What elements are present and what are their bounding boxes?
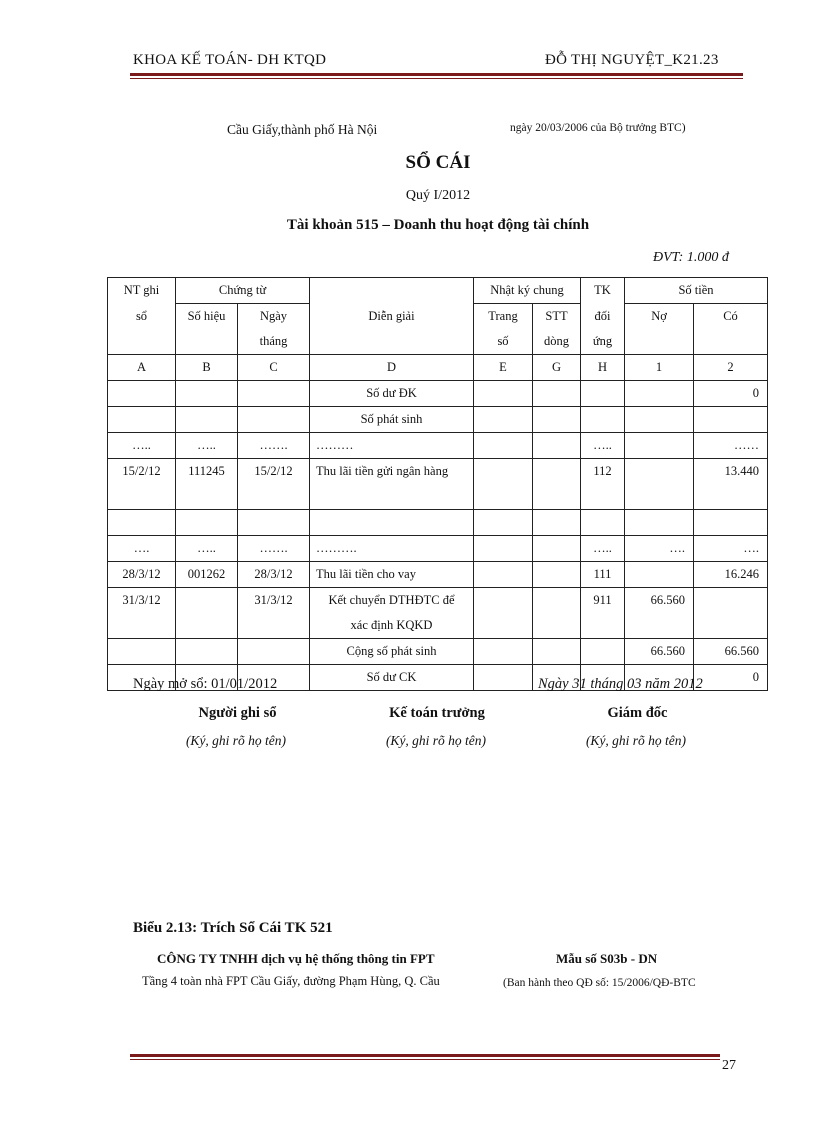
table-cell: ….. [176, 433, 238, 459]
code-cell: A [108, 355, 176, 381]
table-cell: …… [694, 433, 768, 459]
table-cell [238, 381, 310, 407]
code-cell: G [533, 355, 581, 381]
table-cell: ……. [238, 433, 310, 459]
signer-note: (Ký, ghi rõ họ tên) [385, 733, 487, 748]
table-cell [474, 381, 533, 407]
table-cell: 15/2/12 [108, 459, 176, 510]
table-cell [108, 381, 176, 407]
table-cell: 0 [694, 381, 768, 407]
table-cell [176, 407, 238, 433]
table-cell: Cộng số phát sinh [310, 639, 474, 665]
table-cell [533, 588, 581, 614]
footer-rule-thin [130, 1059, 720, 1060]
table-cell: ……. [238, 536, 310, 562]
table-cell [581, 510, 625, 536]
table-cell [625, 562, 694, 588]
table-cell: …. [108, 536, 176, 562]
footer-rule [130, 1054, 720, 1057]
caption: Biểu 2.13: Trích Sổ Cái TK 521 [133, 920, 333, 936]
table-cell [625, 510, 694, 536]
table-cell: 001262 [176, 562, 238, 588]
code-cell: E [474, 355, 533, 381]
table-cell [238, 613, 310, 639]
table-cell [474, 433, 533, 459]
table-cell [108, 510, 176, 536]
table-cell [694, 588, 768, 614]
table-cell [176, 510, 238, 536]
code-cell: 1 [625, 355, 694, 381]
table-cell: 66.560 [625, 639, 694, 665]
table-cell [533, 562, 581, 588]
table-row [108, 407, 768, 433]
header-sotien: Số tiền [625, 278, 768, 304]
table-cell: 15/2/12 [238, 459, 310, 510]
table-cell [474, 639, 533, 665]
table-cell: Số dư ĐK [310, 381, 474, 407]
ledger-table [107, 277, 768, 691]
code-cell: D [310, 355, 474, 381]
table-cell [310, 510, 474, 536]
table-cell [581, 639, 625, 665]
header-nkc: Nhật ký chung [474, 278, 581, 304]
table-cell [533, 536, 581, 562]
table-cell [176, 588, 238, 614]
table-cell: 31/3/12 [238, 588, 310, 614]
table-cell [474, 613, 533, 639]
table-cell [533, 613, 581, 639]
header-so: số [474, 329, 533, 355]
header-no: Nợ [625, 304, 694, 330]
table-cell: Thu lãi tiền cho vay [310, 562, 474, 588]
table-cell [474, 588, 533, 614]
table-cell [474, 562, 533, 588]
table-cell: …. [694, 536, 768, 562]
table-cell [176, 613, 238, 639]
header-stt: STT [533, 304, 581, 330]
header-doi: đối [581, 304, 625, 330]
table-cell [474, 407, 533, 433]
table-row [108, 588, 768, 614]
table-cell [238, 639, 310, 665]
table-cell [533, 639, 581, 665]
table-cell [238, 510, 310, 536]
signer-role: Người ghi sổ [198, 705, 277, 721]
table-cell [625, 613, 694, 639]
code-cell: B [176, 355, 238, 381]
table-row [108, 613, 768, 639]
signer-role: Giám đốc [607, 705, 668, 721]
page-number: 27 [722, 1058, 736, 1073]
table-cell [625, 433, 694, 459]
page-title: SỔ CÁI [405, 152, 471, 173]
table-cell: 31/3/12 [108, 588, 176, 614]
table-cell [533, 459, 581, 510]
table-cell [533, 381, 581, 407]
table-cell [581, 407, 625, 433]
table-row [108, 433, 768, 459]
header-dong: dòng [533, 329, 581, 355]
table-cell [474, 459, 533, 510]
table-cell [533, 510, 581, 536]
header-trang: Trang [474, 304, 533, 330]
decision-line: ngày 20/03/2006 của Bộ trưởng BTC) [510, 122, 686, 134]
table-cell [533, 433, 581, 459]
header-chungtu: Chứng từ [176, 278, 310, 304]
table-cell: ….. [581, 536, 625, 562]
table-cell [694, 510, 768, 536]
header-nt: NT ghi [108, 278, 176, 304]
sign-date: Ngày 31 tháng 03 năm 2012 [538, 676, 703, 692]
code-cell: H [581, 355, 625, 381]
period: Quý I/2012 [405, 188, 471, 203]
table-cell [625, 459, 694, 510]
header-left: KHOA KẾ TOÁN- DH KTQD [133, 52, 327, 68]
table-cell: 0 [694, 665, 768, 691]
header-ngay: Ngày [238, 304, 310, 330]
table-cell: 111245 [176, 459, 238, 510]
table-cell: 111 [581, 562, 625, 588]
table-cell [625, 407, 694, 433]
table-cell: 911 [581, 588, 625, 614]
table-row [108, 639, 768, 665]
account-title: Tài khoản 515 – Doanh thu hoạt động tài chính [286, 217, 590, 233]
signer-role: Kế toán trưởng [389, 705, 485, 721]
table-cell: 66.560 [625, 588, 694, 614]
table-cell: Số phát sinh [310, 407, 474, 433]
table-cell [474, 510, 533, 536]
table-row [108, 459, 768, 510]
table-cell: ….. [176, 536, 238, 562]
table-cell: 112 [581, 459, 625, 510]
code-cell: 2 [694, 355, 768, 381]
company-address: Tầng 4 toàn nhà FPT Cầu Giấy, đường Phạm Hùng, Q. Cầu [142, 974, 440, 988]
table-header-row-1 [108, 278, 768, 304]
table-cell: Số dư CK [310, 665, 474, 691]
table-cell [581, 613, 625, 639]
header-ung: ứng [581, 329, 625, 355]
table-cell: 66.560 [694, 639, 768, 665]
header-nt2: sổ [108, 304, 176, 330]
unit-label: ĐVT: 1.000 đ [653, 250, 729, 265]
header-thang: tháng [238, 329, 310, 355]
table-cell [581, 381, 625, 407]
table-cell [238, 407, 310, 433]
company-name: CÔNG TY TNHH dịch vụ hệ thống thông tin FPT [157, 951, 435, 966]
table-codes-row [108, 355, 768, 381]
table-row [108, 381, 768, 407]
table-cell: ………. [310, 536, 474, 562]
header-rule [130, 73, 743, 76]
signer-note: (Ký, ghi rõ họ tên) [585, 733, 687, 748]
table-row [108, 536, 768, 562]
table-cell: 13.440 [694, 459, 768, 510]
code-cell: C [238, 355, 310, 381]
header-rule-thin [130, 78, 743, 79]
table-cell: ….. [108, 433, 176, 459]
table-cell [176, 381, 238, 407]
table-row [108, 510, 768, 536]
form-note: (Ban hành theo QĐ số: 15/2006/QĐ-BTC [503, 977, 696, 989]
table-cell [176, 639, 238, 665]
table-cell: 16.246 [694, 562, 768, 588]
header-co: Có [694, 304, 768, 330]
table-cell [108, 613, 176, 639]
header-right: ĐỖ THỊ NGUYỆT_K21.23 [545, 52, 719, 68]
form-number: Mẫu số S03b - DN [556, 951, 658, 966]
table-row [108, 562, 768, 588]
table-cell [533, 407, 581, 433]
signer-note: (Ký, ghi rõ họ tên) [185, 733, 287, 748]
table-cell: Thu lãi tiền gửi ngân hàng [310, 459, 474, 510]
open-date: Ngày mở sổ: 01/01/2012 [133, 676, 278, 692]
table-cell: …. [625, 536, 694, 562]
ledger-body [108, 381, 768, 691]
table-cell: ….. [581, 433, 625, 459]
header-tk: TK [581, 278, 625, 304]
table-cell: 28/3/12 [108, 562, 176, 588]
table-cell [108, 639, 176, 665]
table-cell: ……… [310, 433, 474, 459]
table-cell [108, 407, 176, 433]
table-cell [625, 381, 694, 407]
table-cell: xác định KQKD [310, 613, 474, 639]
table-cell [474, 536, 533, 562]
table-cell [694, 407, 768, 433]
address-line: Cầu Giấy,thành phố Hà Nội [227, 122, 378, 137]
table-cell: 28/3/12 [238, 562, 310, 588]
table-cell [474, 665, 533, 691]
table-cell: Kết chuyển DTHĐTC để [310, 588, 474, 614]
header-diengiai: Diễn giải [310, 278, 474, 355]
table-cell [694, 613, 768, 639]
header-sohieu: Số hiệu [176, 304, 238, 330]
